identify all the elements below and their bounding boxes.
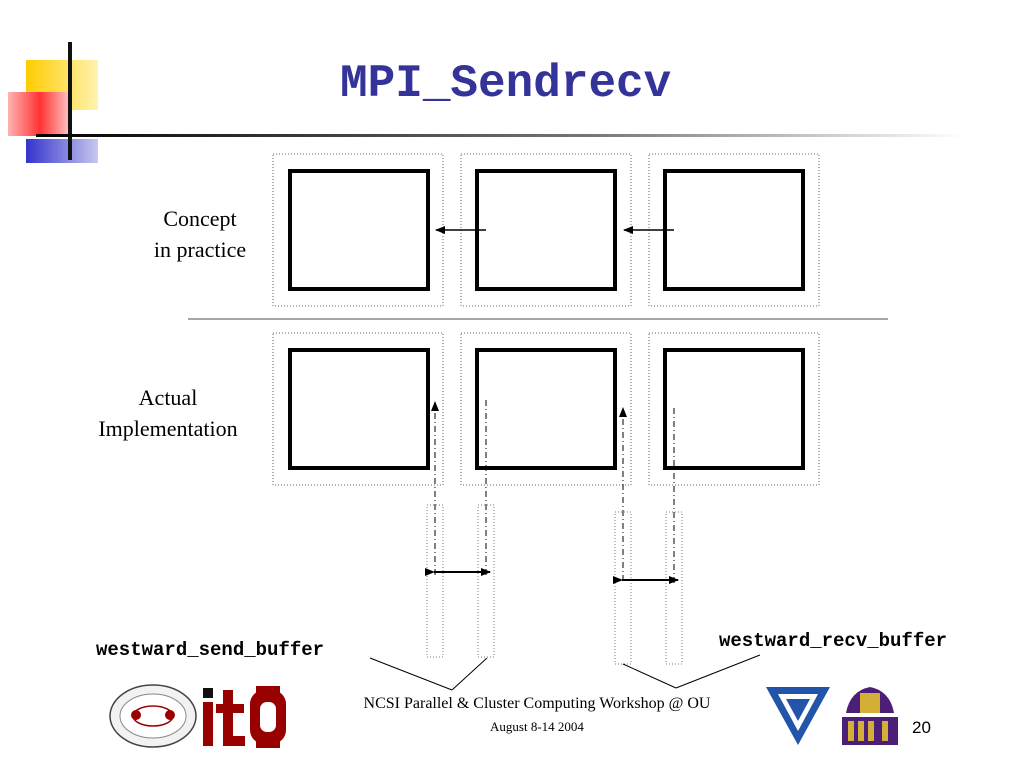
process-box xyxy=(290,171,428,289)
actual-label-line2: Implementation xyxy=(98,416,238,441)
ou-logo xyxy=(248,686,288,748)
actual-label-line1: Actual xyxy=(138,385,198,410)
send-buffer xyxy=(478,505,494,657)
recv-label-callout xyxy=(623,664,676,688)
footer-dates: August 8-14 2004 xyxy=(490,719,584,734)
process-box xyxy=(665,350,803,468)
process-box xyxy=(477,350,615,468)
uni-logo xyxy=(838,683,902,747)
send-label-callout xyxy=(452,658,487,690)
ncsi-triangle-logo xyxy=(764,685,832,747)
process-box xyxy=(477,171,615,289)
send-buffer-label: westward_send_buffer xyxy=(96,639,325,661)
concept-row xyxy=(273,154,819,306)
concept-label-line1: Concept xyxy=(163,206,237,231)
recv-buffer-label: westward_recv_buffer xyxy=(719,630,948,652)
oscer-logo xyxy=(108,683,198,749)
process-box xyxy=(290,350,428,468)
slide-title: MPI_Sendrecv xyxy=(340,58,672,110)
recv-buffer xyxy=(615,512,631,664)
send-label-callout xyxy=(370,658,452,690)
footer-workshop-title: NCSI Parallel & Cluster Computing Workshop @ OU xyxy=(363,695,711,712)
it-logo xyxy=(201,686,249,748)
process-box xyxy=(665,171,803,289)
slide-number: 20 xyxy=(912,718,931,737)
recv-buffer xyxy=(427,505,443,657)
concept-label-line2: in practice xyxy=(153,237,247,262)
recv-label-callout xyxy=(676,655,760,688)
